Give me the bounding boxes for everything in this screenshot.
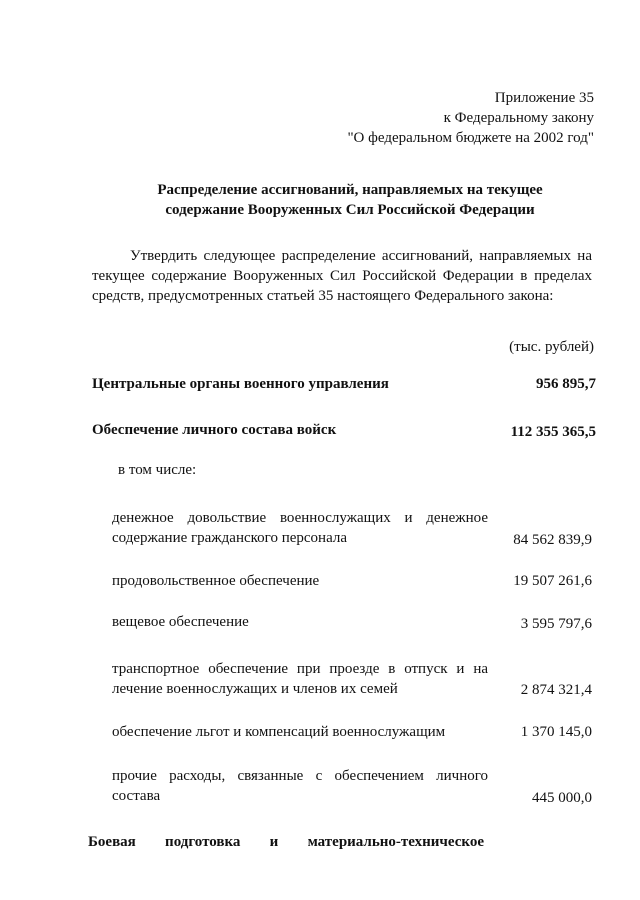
title-line-1: Распределение ассигнований, направляемых на текущее	[157, 182, 543, 198]
subrow-label-benefits: обеспечение льгот и компенсаций военнослужащим	[112, 724, 446, 740]
row-value-personnel-support: 112 355 365,5	[510, 424, 596, 440]
combat-word-4: материально-техническое	[307, 834, 484, 850]
subrow-label-other: прочие расходы, связанные с обеспечением личного состава	[112, 768, 488, 804]
title-line-2: содержание Вооруженных Сил Российской Федерации	[165, 202, 535, 218]
row-value-central-organs: 956 895,7	[536, 376, 596, 392]
appendix-law-title: "О федеральном бюджете на 2002 год"	[347, 130, 594, 146]
subrow-label-allowance: денежное довольствие военнослужащих и денежное содержание гражданского персонала	[112, 510, 488, 546]
combat-word-1: Боевая	[88, 834, 136, 850]
subrow-value-benefits: 1 370 145,0	[520, 724, 592, 740]
subrow-value-other: 445 000,0	[532, 790, 592, 806]
appendix-number: Приложение 35	[494, 90, 594, 106]
subrow-value-food: 19 507 261,6	[513, 573, 592, 589]
combat-word-2: подготовка	[165, 834, 241, 850]
row-label-personnel-support: Обеспечение личного состава войск	[92, 422, 337, 438]
intro-paragraph: Утвердить следующее распределение ассигнований, направляемых на текущее содержание Вооруженных Сил Российской Федерации в пределах средств, предусмотренных статьей 35 настоящего Федерального закона:	[92, 248, 592, 304]
subrow-value-clothing: 3 595 797,6	[520, 616, 592, 632]
including-label: в том числе:	[118, 462, 197, 478]
subrow-label-clothing: вещевое обеспечение	[112, 614, 249, 630]
document-title	[90, 180, 610, 220]
subrow-label-transport: транспортное обеспечение при проезде в отпуск и на лечение военнослужащих и членов их семей	[112, 661, 488, 697]
appendix-law-ref: к Федеральному закону	[443, 110, 594, 126]
unit-label: (тыс. рублей)	[509, 339, 594, 355]
appendix-header	[347, 88, 594, 148]
subrow-label-food: продовольственное обеспечение	[112, 573, 320, 589]
row-label-combat-training	[88, 832, 484, 852]
subrow-value-transport: 2 874 321,4	[520, 682, 592, 698]
combat-word-3: и	[269, 834, 279, 850]
subrow-value-allowance: 84 562 839,9	[513, 532, 592, 548]
row-label-central-organs: Центральные органы военного управления	[92, 376, 389, 392]
